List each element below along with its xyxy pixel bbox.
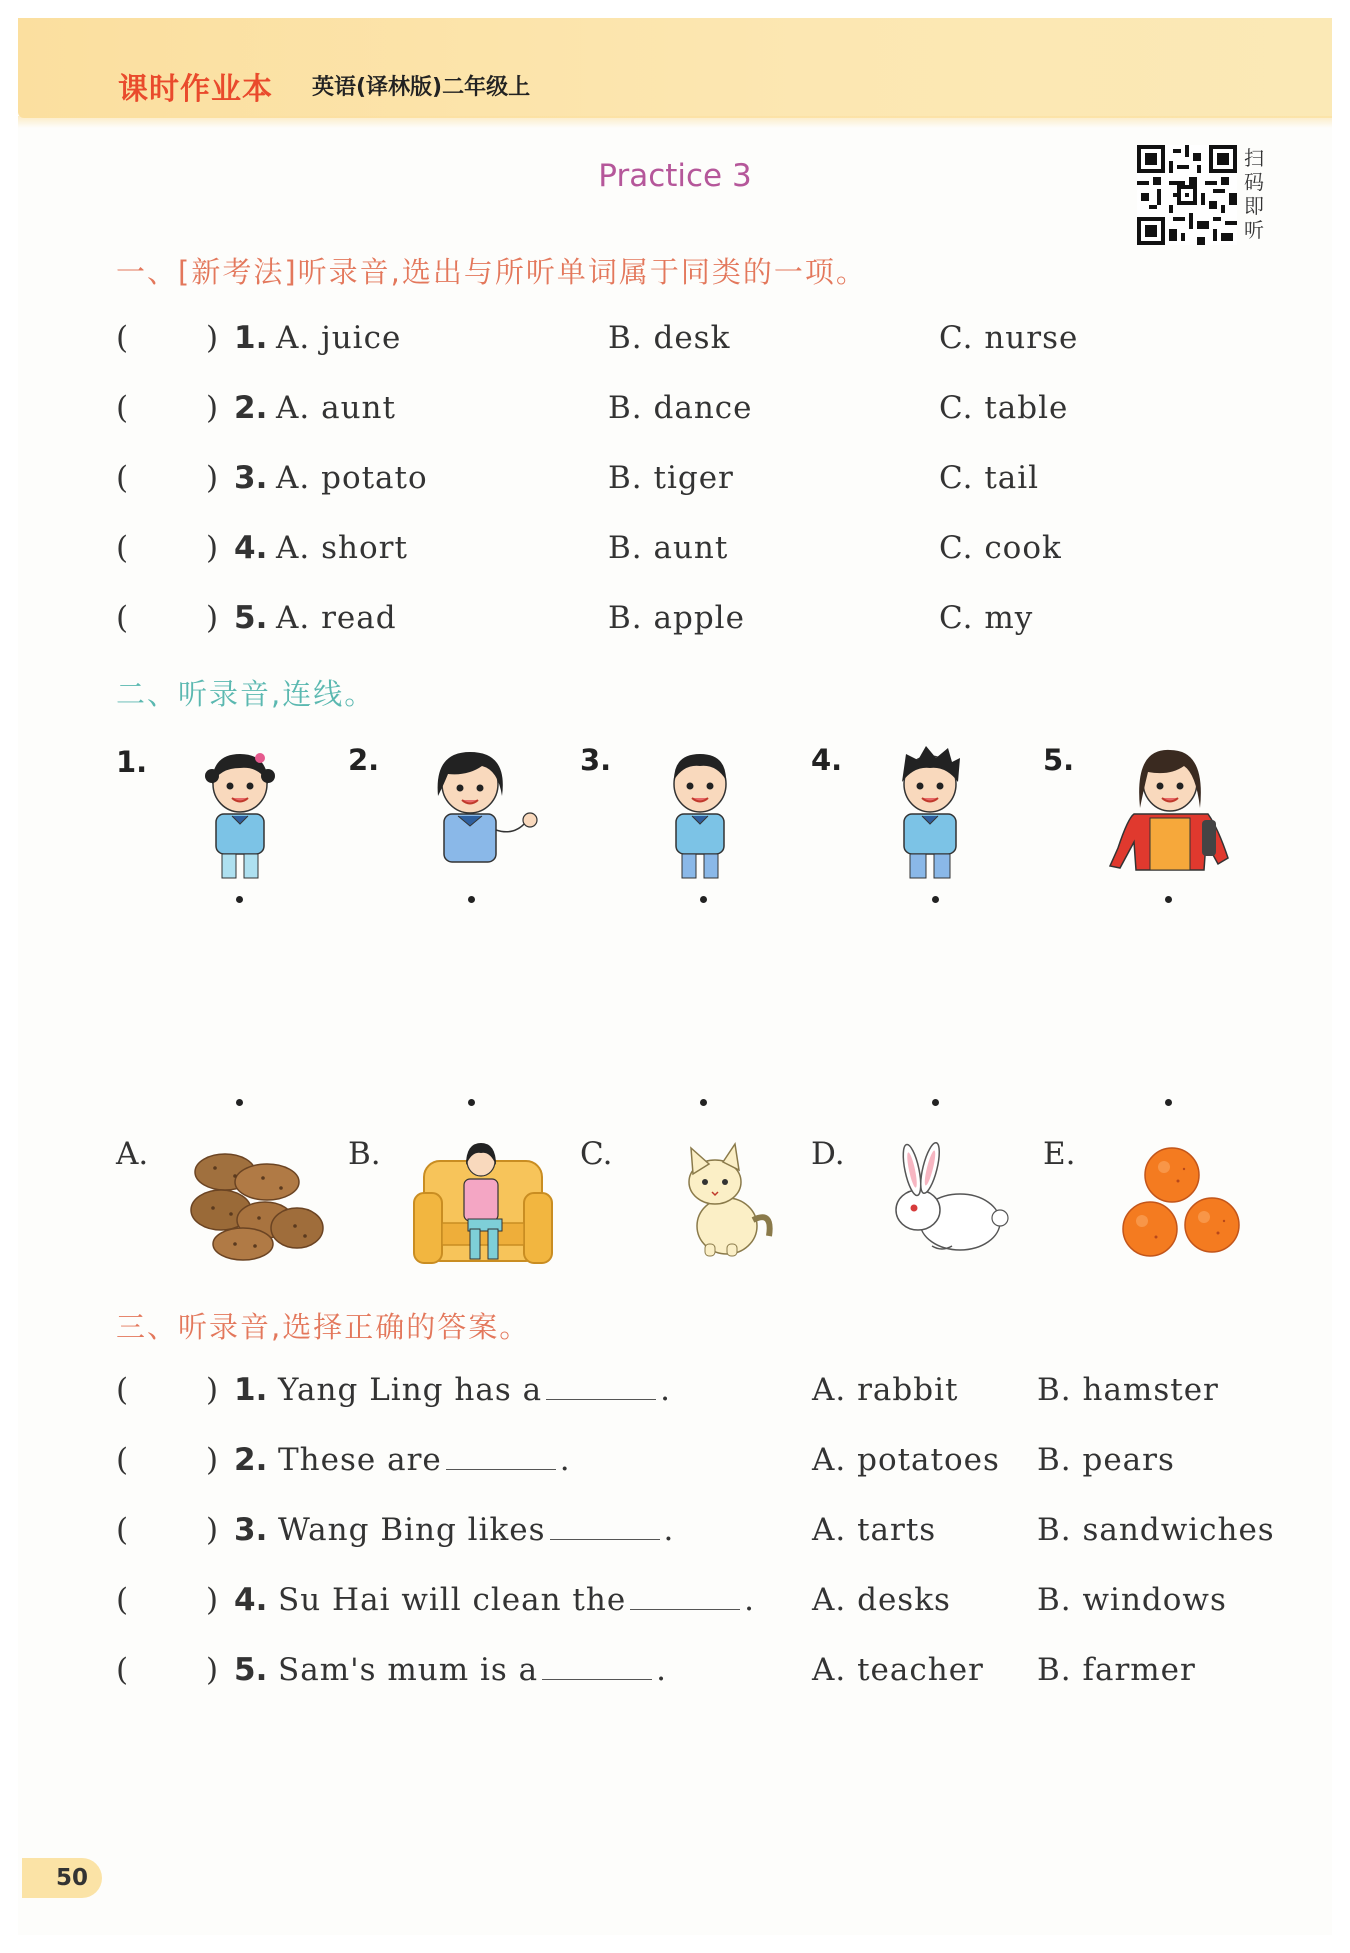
question-end: .	[559, 1442, 571, 1478]
connect-dot[interactable]	[932, 896, 939, 903]
question-number: 2.	[234, 1442, 268, 1478]
potatoes-icon	[185, 1148, 330, 1263]
oranges-icon	[1120, 1145, 1250, 1260]
option-b[interactable]: B. desk	[608, 320, 731, 356]
connect-dot[interactable]	[700, 896, 707, 903]
answer-paren-open[interactable]: (	[116, 1372, 129, 1408]
page-number-badge	[22, 1858, 102, 1898]
answer-paren-close: )	[206, 600, 219, 636]
brand-title: 课时作业本	[118, 72, 273, 107]
answer-paren-close: )	[206, 1442, 219, 1478]
object-label: A.	[116, 1136, 149, 1172]
answer-blank[interactable]	[630, 1583, 740, 1610]
option-c[interactable]: C. my	[939, 600, 1034, 636]
option-a[interactable]: A. read	[276, 600, 397, 636]
option-a[interactable]: A. potatoes	[812, 1442, 1000, 1478]
option-c[interactable]: C. tail	[939, 460, 1040, 496]
option-c[interactable]: C. table	[939, 390, 1069, 426]
page-title: Practice 3	[598, 158, 752, 194]
section3-title: 三、听录音,选择正确的答案。	[116, 1310, 531, 1344]
answer-paren-close: )	[206, 460, 219, 496]
rabbit-icon	[882, 1140, 1012, 1260]
person-label: 5.	[1043, 743, 1075, 777]
question-text	[278, 1652, 667, 1688]
question-number: 1.	[234, 1372, 268, 1408]
option-a[interactable]: A. short	[276, 530, 408, 566]
question-stem: These are	[278, 1442, 442, 1478]
answer-paren-close: )	[206, 1582, 219, 1618]
option-b[interactable]: B. farmer	[1037, 1652, 1196, 1688]
option-a[interactable]: A. potato	[276, 460, 428, 496]
boy-icon	[650, 740, 750, 880]
answer-paren-open[interactable]: (	[116, 600, 129, 636]
answer-paren-close: )	[206, 1372, 219, 1408]
woman-red-jacket-icon	[1098, 738, 1243, 880]
girl-pigtails-icon	[190, 740, 290, 880]
person-label: 1.	[116, 745, 148, 779]
answer-blank[interactable]	[546, 1373, 656, 1400]
question-number: 4.	[234, 530, 268, 566]
option-b[interactable]: B. aunt	[608, 530, 729, 566]
answer-paren-close: )	[206, 530, 219, 566]
answer-paren-close: )	[206, 1652, 219, 1688]
option-b[interactable]: B. tiger	[608, 460, 734, 496]
connect-dot[interactable]	[236, 896, 243, 903]
answer-paren-open[interactable]: (	[116, 460, 129, 496]
option-b[interactable]: B. pears	[1037, 1442, 1175, 1478]
object-label: C.	[580, 1136, 613, 1172]
answer-blank[interactable]	[542, 1653, 652, 1680]
object-label: D.	[811, 1136, 845, 1172]
page	[18, 18, 1332, 1935]
option-a[interactable]: A. teacher	[812, 1652, 984, 1688]
object-label: E.	[1043, 1136, 1076, 1172]
question-number: 5.	[234, 1652, 268, 1688]
answer-paren-open[interactable]: (	[116, 320, 129, 356]
answer-paren-open[interactable]: (	[116, 1442, 129, 1478]
qr-code-icon[interactable]	[1137, 145, 1237, 245]
answer-paren-open[interactable]: (	[116, 1652, 129, 1688]
section1-instruction: 听录音,选出与所听单词属于同类的一项。	[297, 255, 867, 289]
answer-paren-open[interactable]: (	[116, 530, 129, 566]
connect-dot[interactable]	[1165, 1099, 1172, 1106]
question-number: 2.	[234, 390, 268, 426]
girl-on-sofa-icon	[410, 1135, 556, 1267]
section1-title	[116, 250, 867, 291]
question-stem: Sam's mum is a	[278, 1652, 539, 1688]
option-c[interactable]: C. cook	[939, 530, 1062, 566]
question-number: 1.	[234, 320, 268, 356]
connect-dot[interactable]	[468, 1099, 475, 1106]
section2-title: 二、听录音,连线。	[116, 677, 376, 711]
connect-dot[interactable]	[236, 1099, 243, 1106]
question-number: 3.	[234, 1512, 268, 1548]
connect-dot[interactable]	[1165, 896, 1172, 903]
answer-paren-close: )	[206, 1512, 219, 1548]
option-a[interactable]: A. juice	[276, 320, 402, 356]
question-stem: Su Hai will clean the	[278, 1582, 627, 1618]
answer-blank[interactable]	[550, 1513, 660, 1540]
connect-dot[interactable]	[932, 1099, 939, 1106]
question-text	[278, 1372, 671, 1408]
question-end: .	[663, 1512, 675, 1548]
option-b[interactable]: B. hamster	[1037, 1372, 1219, 1408]
answer-paren-close: )	[206, 320, 219, 356]
option-a[interactable]: A. rabbit	[812, 1372, 959, 1408]
option-b[interactable]: B. sandwiches	[1037, 1512, 1275, 1548]
answer-blank[interactable]	[446, 1443, 556, 1470]
option-a[interactable]: A. aunt	[276, 390, 396, 426]
option-b[interactable]: B. windows	[1037, 1582, 1227, 1618]
answer-paren-open[interactable]: (	[116, 390, 129, 426]
question-end: .	[744, 1582, 756, 1618]
book-subtitle: 英语(译林版)二年级上	[312, 75, 531, 100]
question-number: 3.	[234, 460, 268, 496]
question-end: .	[660, 1372, 671, 1408]
question-end: .	[656, 1652, 668, 1688]
question-stem: Yang Ling has a	[278, 1372, 543, 1408]
option-c[interactable]: C. nurse	[939, 320, 1079, 356]
answer-paren-open[interactable]: (	[116, 1582, 129, 1618]
question-stem: Wang Bing likes	[278, 1512, 546, 1548]
question-number: 4.	[234, 1582, 268, 1618]
boy-spiky-hair-icon	[880, 738, 980, 880]
option-a[interactable]: A. desks	[812, 1582, 951, 1618]
qr-scan-label: 扫码即听	[1244, 146, 1264, 242]
person-label: 3.	[580, 743, 612, 777]
cat-icon	[675, 1140, 775, 1260]
connect-dot[interactable]	[468, 896, 475, 903]
new-format-tag: [新考法]	[178, 255, 298, 289]
question-number: 5.	[234, 600, 268, 636]
question-text	[278, 1582, 755, 1618]
section1-prefix: 一、	[116, 255, 179, 289]
answer-paren-close: )	[206, 390, 219, 426]
question-text	[278, 1442, 571, 1478]
answer-paren-open[interactable]: (	[116, 1512, 129, 1548]
woman-waving-icon	[418, 740, 548, 880]
person-label: 2.	[348, 743, 380, 777]
object-label: B.	[348, 1136, 381, 1172]
option-b[interactable]: B. apple	[608, 600, 745, 636]
page-number: 50	[56, 1865, 89, 1891]
connect-dot[interactable]	[700, 1099, 707, 1106]
option-b[interactable]: B. dance	[608, 390, 753, 426]
person-label: 4.	[811, 743, 843, 777]
question-text	[278, 1512, 674, 1548]
option-a[interactable]: A. tarts	[812, 1512, 937, 1548]
